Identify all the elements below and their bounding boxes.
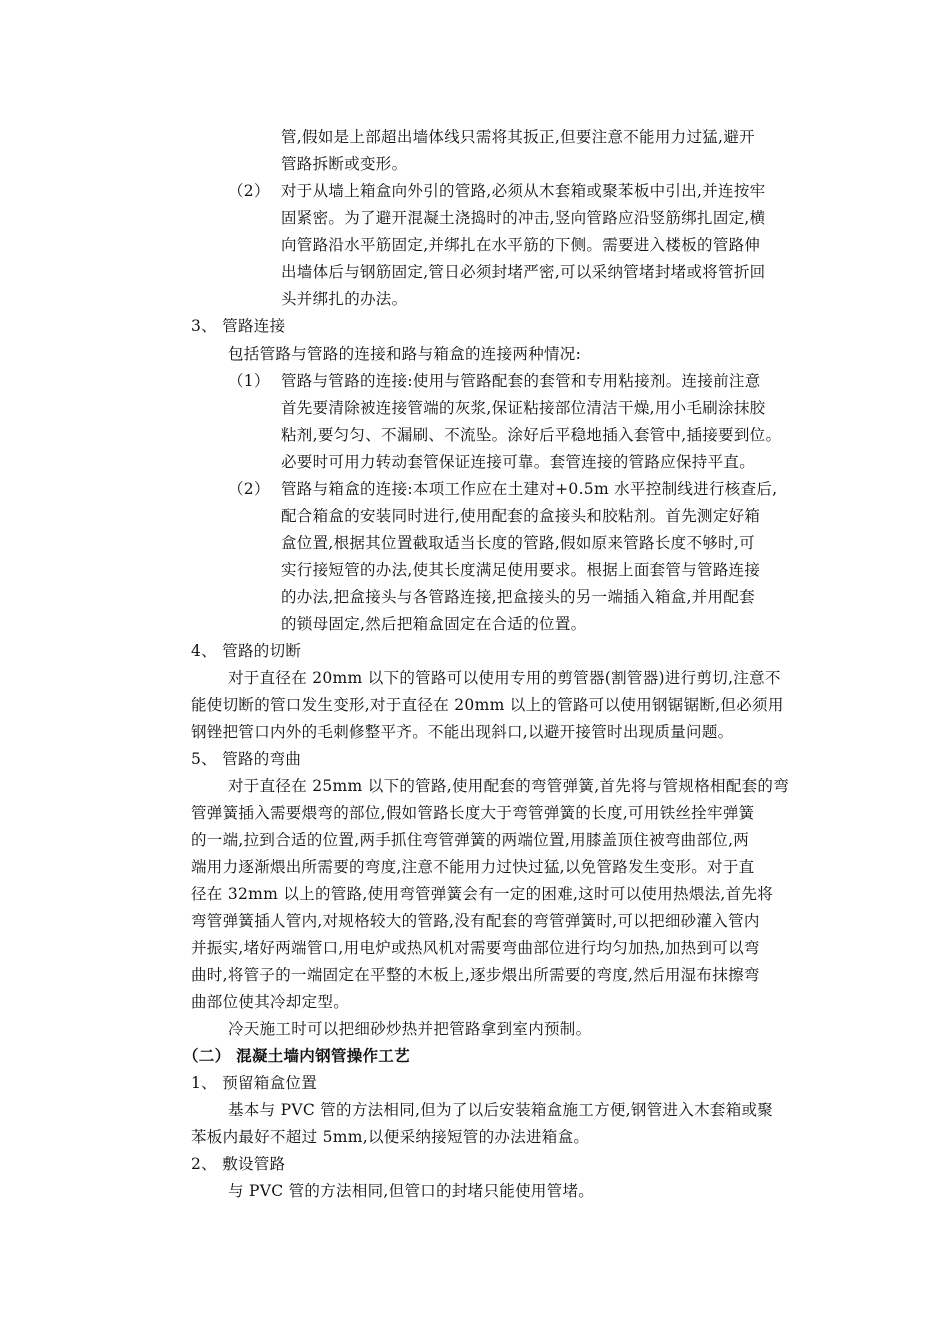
text-line: 对于直径在 25mm 以下的管路,使用配套的弯管弹簧,首先将与管规格相配套的弯: [228, 777, 790, 795]
section-heading: 2、 敷设管路: [191, 1155, 286, 1173]
text-line: 的锁母固定,然后把箱盒固定在合适的位置。: [281, 615, 587, 633]
text-line: 弯管弹簧插人管内,对规格较大的管路,没有配套的弯管弹簧时,可以把细砂灌入管内: [191, 912, 760, 930]
text-line: 盒位置,根据其位置截取适当长度的管路,假如原来管路长度不够时,可: [281, 534, 755, 552]
item-number: （2）: [228, 480, 270, 498]
text-line: 基本与 PVC 管的方法相同,但为了以后安装箱盒施工方便,钢管进入木套箱或聚: [228, 1101, 774, 1119]
text-line: 曲部位使其冷却定型。: [191, 993, 350, 1011]
text-line: 管路与管路的连接:使用与管路配套的套管和专用粘接剂。连接前注意: [281, 372, 761, 390]
text-line: 与 PVC 管的方法相同,但管口的封堵只能使用管堵。: [228, 1182, 595, 1200]
text-line: 向管路沿水平筋固定,并绑扎在水平筋的下侧。需要进入楼板的管路伸: [281, 236, 761, 254]
text-line: 首先要清除被连接管端的灰浆,保证粘接部位清洁干燥,用小毛刷涂抹胶: [281, 399, 766, 417]
text-line: 的办法,把盒接头与各管路连接,把盒接头的另一端插入箱盒,并用配套: [281, 588, 755, 606]
section-heading: 3、 管路连接: [191, 317, 286, 335]
text-line: 对于从墙上箱盒向外引的管路,必须从木套箱或聚苯板中引出,并连按牢: [281, 182, 766, 200]
text-line: 端用力逐渐煨出所需要的弯度,注意不能用力过快过猛,以免管路发生变形。对于直: [191, 858, 755, 876]
section-heading: 1、 预留箱盒位置: [191, 1074, 317, 1092]
text-line: 的一端,拉到合适的位置,两手抓住弯管弹簧的两端位置,用膝盖顶住被弯曲部位,两: [191, 831, 750, 849]
section-heading: 5、 管路的弯曲: [191, 750, 302, 768]
text-line: 曲时,将管子的一端固定在平整的木板上,逐步煨出所需要的弯度,然后用湿布抹擦弯: [191, 966, 760, 984]
text-line: 管弹簧插入需要煨弯的部位,假如管路长度大于弯管弹簧的长度,可用铁丝拴牢弹簧: [191, 804, 755, 822]
item-number: （2）: [228, 182, 270, 200]
text-line: 钢锉把管口内外的毛刺修整平齐。不能出现斜口,以避开接管时出现质量问题。: [191, 723, 734, 741]
text-line: 径在 32mm 以上的管路,使用弯管弹簧会有一定的困难,这时可以使用热煨法,首先将: [191, 885, 774, 903]
section-intro: 包括管路与管路的连接和路与箱盒的连接两种情况:: [228, 345, 582, 363]
text-line: 粘剂,要匀匀、不漏刷、不流坠。涂好后平稳地插入套管中,插接要到位。: [281, 426, 782, 444]
item-number: （1）: [228, 372, 270, 390]
text-line: 管路与箱盒的连接:本项工作应在土建对+0.5m 水平控制线进行核查后,: [281, 480, 778, 498]
text-line: 管路拆断或变形。: [281, 155, 408, 173]
section-heading: 4、 管路的切断: [191, 642, 302, 660]
text-line: 头并绑扎的办法。: [281, 290, 408, 308]
text-line: 固紧密。为了避开混凝土浇捣时的冲击,竖向管路应沿竖筋绑扎固定,横: [281, 209, 766, 227]
text-line: 出墙体后与钢筋固定,管日必须封堵严密,可以采纳管堵封堵或将管折回: [281, 263, 766, 281]
text-line: 对于直径在 20mm 以下的管路可以使用专用的剪管器(割管器)进行剪切,注意不: [228, 669, 781, 687]
text-line: 苯板内最好不超过 5mm,以便采纳接短管的办法进箱盒。: [191, 1128, 590, 1146]
text-line: 冷天施工时可以把细砂炒热并把管路拿到室内预制。: [228, 1020, 592, 1038]
part-heading: （二） 混凝土墙内钢管操作工艺: [183, 1047, 410, 1065]
text-line: 能使切断的管口发生变形,对于直径在 20mm 以上的管路可以使用钢锯锯断,但必须用: [191, 696, 784, 714]
text-line: 必要时可用力转动套管保证连接可靠。套管连接的管路应保持平直。: [281, 453, 756, 471]
text-line: 并振实,堵好两端管口,用电炉或热风机对需要弯曲部位进行均匀加热,加热到可以弯: [191, 939, 760, 957]
text-line: 配合箱盒的安装同时进行,使用配套的盒接头和胶粘剂。首先测定好箱: [281, 507, 761, 525]
text-line: 管,假如是上部超出墙体线只需将其扳正,但要注意不能用力过猛,避开: [281, 128, 755, 146]
text-line: 实行接短管的办法,使其长度满足使用要求。根据上面套管与管路连接: [281, 561, 761, 579]
